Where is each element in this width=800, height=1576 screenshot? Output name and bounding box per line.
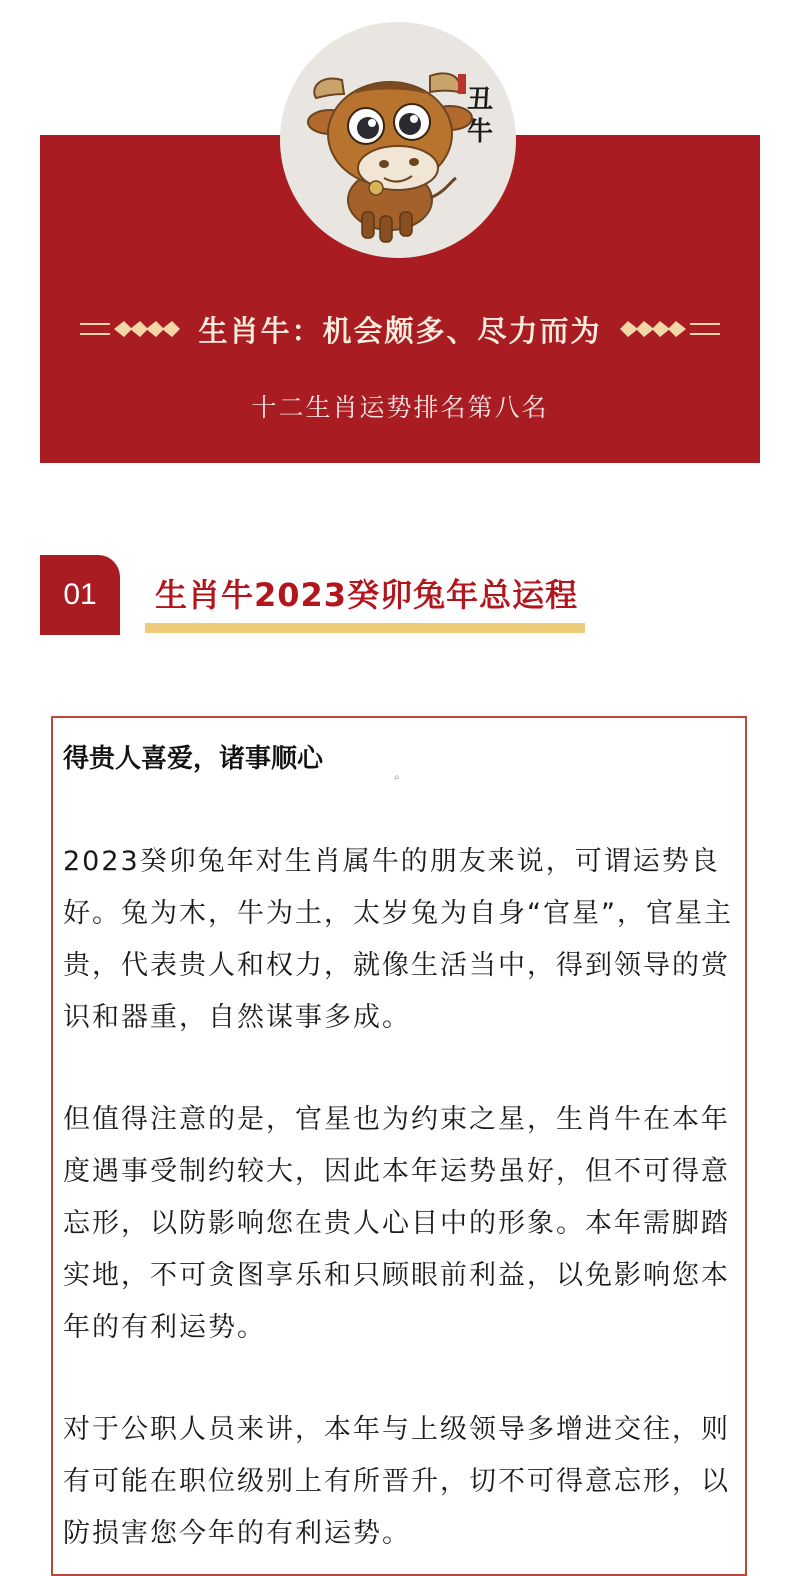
svg-text:丑: 丑 <box>466 85 494 115</box>
headline-row <box>40 305 760 353</box>
ox-illustration <box>280 22 516 258</box>
section-title: 生肖牛2023癸卯兔年总运程 <box>155 576 579 614</box>
wheat-ornament-right-icon <box>620 314 720 344</box>
ox-medallion <box>280 22 516 258</box>
svg-text:牛: 牛 <box>466 117 494 147</box>
article-paragraph: 对于公职人员来讲，本年与上级领导多增进交往，则有可能在职位级别上有所晋升，切不可得意忘形，以防损害您今年的有利运势。 <box>63 1414 730 1549</box>
article-heading: 得贵人喜爱，诸事顺心 <box>63 744 324 774</box>
ranking-subtitle: 十二生肖运势排名第八名 <box>251 393 549 422</box>
headline: 生肖牛：机会颇多、尽力而为 <box>198 313 602 348</box>
wheat-ornament-left-icon <box>80 314 180 344</box>
section-number-badge: 01 <box>40 555 120 635</box>
cursor-icon: ⌕ <box>394 772 400 783</box>
article-paragraph: 2023癸卯兔年对生肖属牛的朋友来说，可谓运势良好。兔为木，牛为土，太岁兔为自身“官星”，官星主贵，代表贵人和权力，就像生活当中，得到领导的赏识和器重，自然谋事多成。 <box>63 846 733 1033</box>
section-title-underline <box>145 623 585 633</box>
article-paragraph: 但值得注意的是，官星也为约束之星，生肖牛在本年度遇事受制约较大，因此本年运势虽好，但不可得意忘形，以防影响您在贵人心目中的形象。本年需脚踏实地，不可贪图享乐和只顾眼前利益，以免影响您本年的有利运势。 <box>63 1104 730 1343</box>
